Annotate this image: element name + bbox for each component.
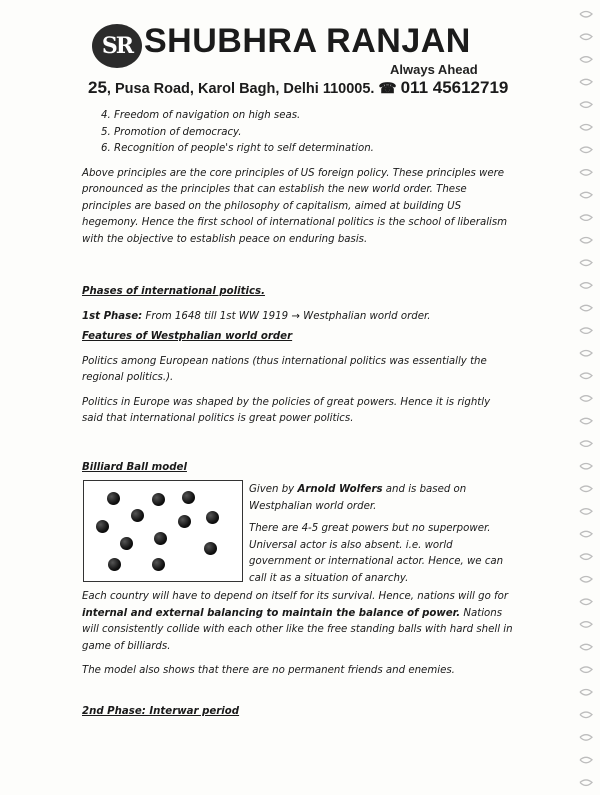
author-name: Arnold Wolfers <box>297 484 383 495</box>
spiral-ring <box>580 599 592 605</box>
phase1-text: From 1648 till 1st WW 1919 → Westphalian world order. <box>142 310 431 322</box>
spiral-ring <box>580 57 592 63</box>
sr-logo: SR <box>92 24 142 68</box>
spiral-ring <box>580 486 592 492</box>
paragraph-survival <box>82 589 514 655</box>
billiard-ball <box>154 532 167 545</box>
tagline: Always Ahead <box>390 62 478 77</box>
list-item: 4. Freedom of navigation on high seas. <box>114 108 514 125</box>
billiard-ball <box>152 558 165 571</box>
heading-phase2: 2nd Phase: Interwar period <box>82 705 240 717</box>
document-body <box>82 108 514 476</box>
document-body-lower <box>82 589 514 720</box>
billiard-ball <box>206 511 219 524</box>
billiard-ball <box>107 492 120 505</box>
heading-phases: Phases of international politics. <box>82 286 265 297</box>
phone-number: 011 45612719 <box>400 78 509 97</box>
paragraph-politics-2: Politics in Europe was shaped by the policies of great powers. Hence it is rightly said that international politics is great power politics. <box>82 396 491 424</box>
spiral-ring <box>580 260 592 266</box>
spiral-ring <box>580 79 592 85</box>
billiard-ball <box>182 491 195 504</box>
spiral-ring <box>580 690 592 696</box>
spiral-ring <box>580 215 592 221</box>
spiral-ring <box>580 170 592 176</box>
paragraph-friends: The model also shows that there are no permanent friends and enemies. <box>82 665 455 676</box>
paragraph-principles: Above principles are the core principles of US foreign policy. These principles were pronounced as the principles that can establish the new world order. These principles are based on the philosophy of capitalism, aimed at building US hegemony. Hence the first school of international politics is the school of liberalism with the objective to establish peace on enduring basis. <box>82 167 508 245</box>
spiral-ring <box>580 667 592 673</box>
spiral-ring <box>580 509 592 515</box>
phase1-label: 1st Phase: <box>82 310 143 322</box>
spiral-ring <box>580 531 592 537</box>
billiard-paragraph-1 <box>249 482 517 515</box>
survival-text-a: Each country will have to depend on itself for its survival. Hence, nations will go for <box>82 591 509 602</box>
spiral-ring <box>580 328 592 334</box>
spiral-ring <box>580 757 592 763</box>
spiral-ring <box>580 192 592 198</box>
spiral-ring <box>580 622 592 628</box>
billiard-ball <box>178 515 191 528</box>
billiard-ball <box>152 493 165 506</box>
spiral-ring <box>580 147 592 153</box>
spiral-ring <box>580 125 592 131</box>
billiard-ball-diagram <box>83 480 243 582</box>
paragraph-politics-1: Politics among European nations (thus international politics was essentially the regional politics.). <box>82 355 487 383</box>
billiard-text-a: Given by <box>249 484 298 495</box>
spiral-ring <box>580 418 592 424</box>
spiral-ring <box>580 577 592 583</box>
billiard-paragraph-2: There are 4-5 great powers but no superpower. Universal actor is also absent. i.e. world government or international actor. Hence, we can call it as a situation of anarchy. <box>249 523 504 584</box>
billiard-ball <box>204 542 217 555</box>
spiral-ring <box>580 735 592 741</box>
spiral-ring <box>580 12 592 18</box>
billiard-ball <box>131 509 144 522</box>
list-item: 5. Promotion of democracy. <box>114 125 514 142</box>
billiard-ball <box>120 537 133 550</box>
spiral-ring <box>580 441 592 447</box>
billiard-description <box>249 482 517 587</box>
spiral-ring <box>580 780 592 786</box>
spiral-ring <box>580 102 592 108</box>
address-number: 25 <box>88 78 107 97</box>
address-text: , Pusa Road, Karol Bagh, Delhi 110005. <box>106 81 375 97</box>
brand-name: SHUBHRA RANJAN <box>144 22 471 60</box>
heading-features: Features of Westphalian world order <box>82 331 293 342</box>
billiard-ball <box>96 520 109 533</box>
billiard-ball <box>108 558 121 571</box>
spiral-ring <box>580 712 592 718</box>
spiral-ring <box>580 373 592 379</box>
spiral-ring <box>580 464 592 470</box>
spiral-ring <box>580 305 592 311</box>
principles-list <box>82 108 514 158</box>
billiard-text-c: and is based on Westphalian world order. <box>249 484 467 512</box>
spiral-ring <box>580 554 592 560</box>
spiral-ring <box>580 283 592 289</box>
phase1-line <box>82 309 514 326</box>
survival-text-bold: internal and external balancing to maintain the balance of power. <box>82 607 461 619</box>
spiral-ring <box>580 396 592 402</box>
spiral-ring <box>580 34 592 40</box>
spiral-binding <box>578 6 594 791</box>
phone-icon: ☎ <box>378 81 397 97</box>
spiral-ring <box>580 238 592 244</box>
heading-billiard: Billiard Ball model <box>82 461 187 473</box>
address-line <box>88 78 508 98</box>
spiral-ring <box>580 644 592 650</box>
spiral-ring <box>580 351 592 357</box>
list-item: 6. Recognition of people's right to self determination. <box>114 141 514 158</box>
survival-text-c: Nations will consistently collide with each other like the free standing balls with hard shell in game of billiards. <box>82 607 513 652</box>
